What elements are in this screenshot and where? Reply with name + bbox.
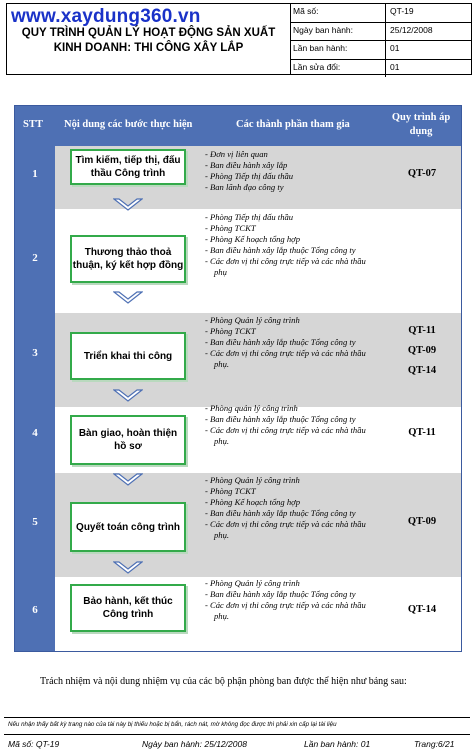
meta-row — [290, 23, 471, 42]
document-header — [6, 3, 472, 75]
footer-page: Trang:6/21 — [414, 739, 455, 749]
list-item: - Đơn vị liên quan — [205, 149, 268, 159]
list-item: - Các đơn vị thi công trực tiếp và các nhà thầu phụ — [205, 256, 366, 277]
meta-value: 25/12/2008 — [390, 24, 433, 35]
row-number: 2 — [32, 252, 38, 264]
participants-list — [205, 315, 375, 370]
procedure-codes — [385, 168, 459, 188]
row-number: 5 — [32, 516, 38, 528]
procedure-code: QT-07 — [407, 168, 437, 179]
footer-warning: Nếu nhận thấy bất kỳ trang nào của tài này bị thiếu hoặc bị bẩn, rách nát, mờ không đọc được thì phải xin cấp lại tài liệu — [8, 721, 337, 728]
list-item: - Phòng Kế hoạch tổng hợp — [205, 497, 301, 507]
list-item: - Ban điều hành xây lắp thuộc Tổng công ty — [205, 337, 356, 347]
list-item: - Phòng Quản lý công trình — [205, 578, 300, 588]
participants-list — [205, 149, 375, 193]
chevron-down-icon — [113, 389, 143, 403]
procedure-code: QT-09 — [407, 516, 437, 527]
header-title-box — [7, 4, 291, 74]
list-item: - Phòng Tiếp thị đấu thầu — [205, 171, 294, 181]
list-item: - Ban lãnh đạo công ty — [205, 182, 284, 192]
list-item: - Các đơn vị thi công trực tiếp và các nhà thầu phụ. — [205, 348, 366, 369]
table-header — [15, 106, 461, 146]
step-box: Bàn giao, hoàn thiện hồ sơ — [70, 415, 186, 465]
meta-value: 01 — [390, 43, 400, 53]
list-item: - Ban điều hành xây lắp thuộc Tổng công ty — [205, 414, 356, 424]
header-participants: Các thành phần tham gia — [236, 119, 350, 130]
step-box: Thương thảo thoả thuận, ký kết hợp đồng — [70, 235, 186, 283]
chevron-down-icon — [113, 291, 143, 305]
header-steps: Nội dung các bước thực hiện — [64, 119, 193, 130]
meta-label: Ngày ban hành: — [290, 23, 386, 41]
row-number: 6 — [32, 604, 38, 616]
footer-date: Ngày ban hành: 25/12/2008 — [142, 739, 247, 749]
list-item: - Ban điều hành xây lắp thuộc Tổng công ty — [205, 508, 356, 518]
meta-label: Lần sửa đổi: — [290, 60, 386, 78]
procedure-code: QT-11 — [408, 427, 436, 438]
participants-list — [205, 403, 375, 447]
list-item: - Phòng quản lý công trình — [205, 403, 298, 413]
title-line-2: KINH DOANH: THI CÔNG XÂY LẮP — [53, 42, 244, 54]
procedure-code: QT-14 — [407, 604, 437, 615]
procedure-code: QT-14 — [407, 365, 437, 376]
footer-edition: Lần ban hành: 01 — [304, 739, 371, 749]
list-item: - Phòng TCKT — [205, 326, 256, 336]
responsibility-note: Trách nhiệm và nội dung nhiệm vụ của các bộ phận phòng ban được thể hiện như bảng sau: — [40, 676, 407, 687]
footer-code: Mã số: QT-19 — [8, 739, 60, 749]
document-title — [7, 26, 290, 56]
procedure-codes — [385, 516, 459, 536]
chevron-down-icon — [113, 561, 143, 575]
step-box: Triển khai thi công — [70, 332, 186, 380]
meta-row — [290, 41, 471, 60]
list-item: - Ban điều hành xây lắp thuộc Tổng công ty — [205, 589, 356, 599]
row-number: 4 — [32, 427, 38, 439]
participants-list — [205, 212, 375, 278]
list-item: - Ban điều hành xây lắp thuộc Tổng công ty — [205, 245, 356, 255]
step-box: Bảo hành, kết thúc Công trình — [70, 584, 186, 632]
header-stt: STT — [23, 119, 43, 130]
meta-label: Mã số: — [290, 4, 386, 22]
row-number: 3 — [32, 347, 38, 359]
header-procedure: Quy trình áp dụng — [391, 112, 451, 137]
meta-value: QT-19 — [390, 6, 414, 16]
meta-value: 01 — [390, 61, 400, 72]
list-item: - Phòng Quản lý công trình — [205, 315, 300, 325]
list-item: - Các đơn vị thi công trực tiếp và các nhà thầu phụ. — [205, 519, 366, 540]
meta-row — [290, 60, 471, 78]
step-box: Quyết toán công trình — [70, 502, 186, 552]
list-item: - Phòng Quản lý công trình — [205, 475, 300, 485]
chevron-down-icon — [113, 198, 143, 212]
list-item: - Phòng Tiếp thị đấu thầu — [205, 212, 294, 222]
procedure-codes — [385, 325, 459, 385]
stt-column — [15, 146, 55, 651]
procedure-code: QT-09 — [407, 345, 437, 356]
row-number: 1 — [32, 168, 38, 180]
participants-list — [205, 475, 375, 541]
procedure-codes — [385, 604, 459, 624]
step-box: Tìm kiếm, tiếp thị, đấu thầu Công trình — [70, 149, 186, 185]
document-meta — [290, 4, 471, 77]
site-watermark: www.xaydung360.vn — [11, 6, 201, 27]
participants-list — [205, 578, 375, 622]
list-item: - Phòng Kế hoạch tổng hợp — [205, 234, 301, 244]
list-item: - Các đơn vị thi công trực tiếp và các nhà thầu phụ. — [205, 600, 366, 621]
chevron-down-icon — [113, 473, 143, 487]
list-item: - Phòng TCKT — [205, 486, 256, 496]
list-item: - Các đơn vị thi công trực tiếp và các nhà thầu phụ. — [205, 425, 366, 446]
procedure-codes — [385, 427, 459, 447]
document-footer — [4, 734, 470, 753]
title-line-1: QUY TRÌNH QUẢN LÝ HOẠT ĐỘNG SẢN XUẤT — [21, 27, 276, 39]
list-item: - Phòng TCKT — [205, 223, 256, 233]
footer-divider — [4, 717, 470, 718]
meta-row — [290, 4, 471, 23]
process-table — [14, 105, 462, 652]
list-item: - Ban điều hành xây lắp — [205, 160, 288, 170]
meta-label: Lần ban hành: — [290, 41, 386, 59]
procedure-code: QT-11 — [408, 325, 436, 336]
